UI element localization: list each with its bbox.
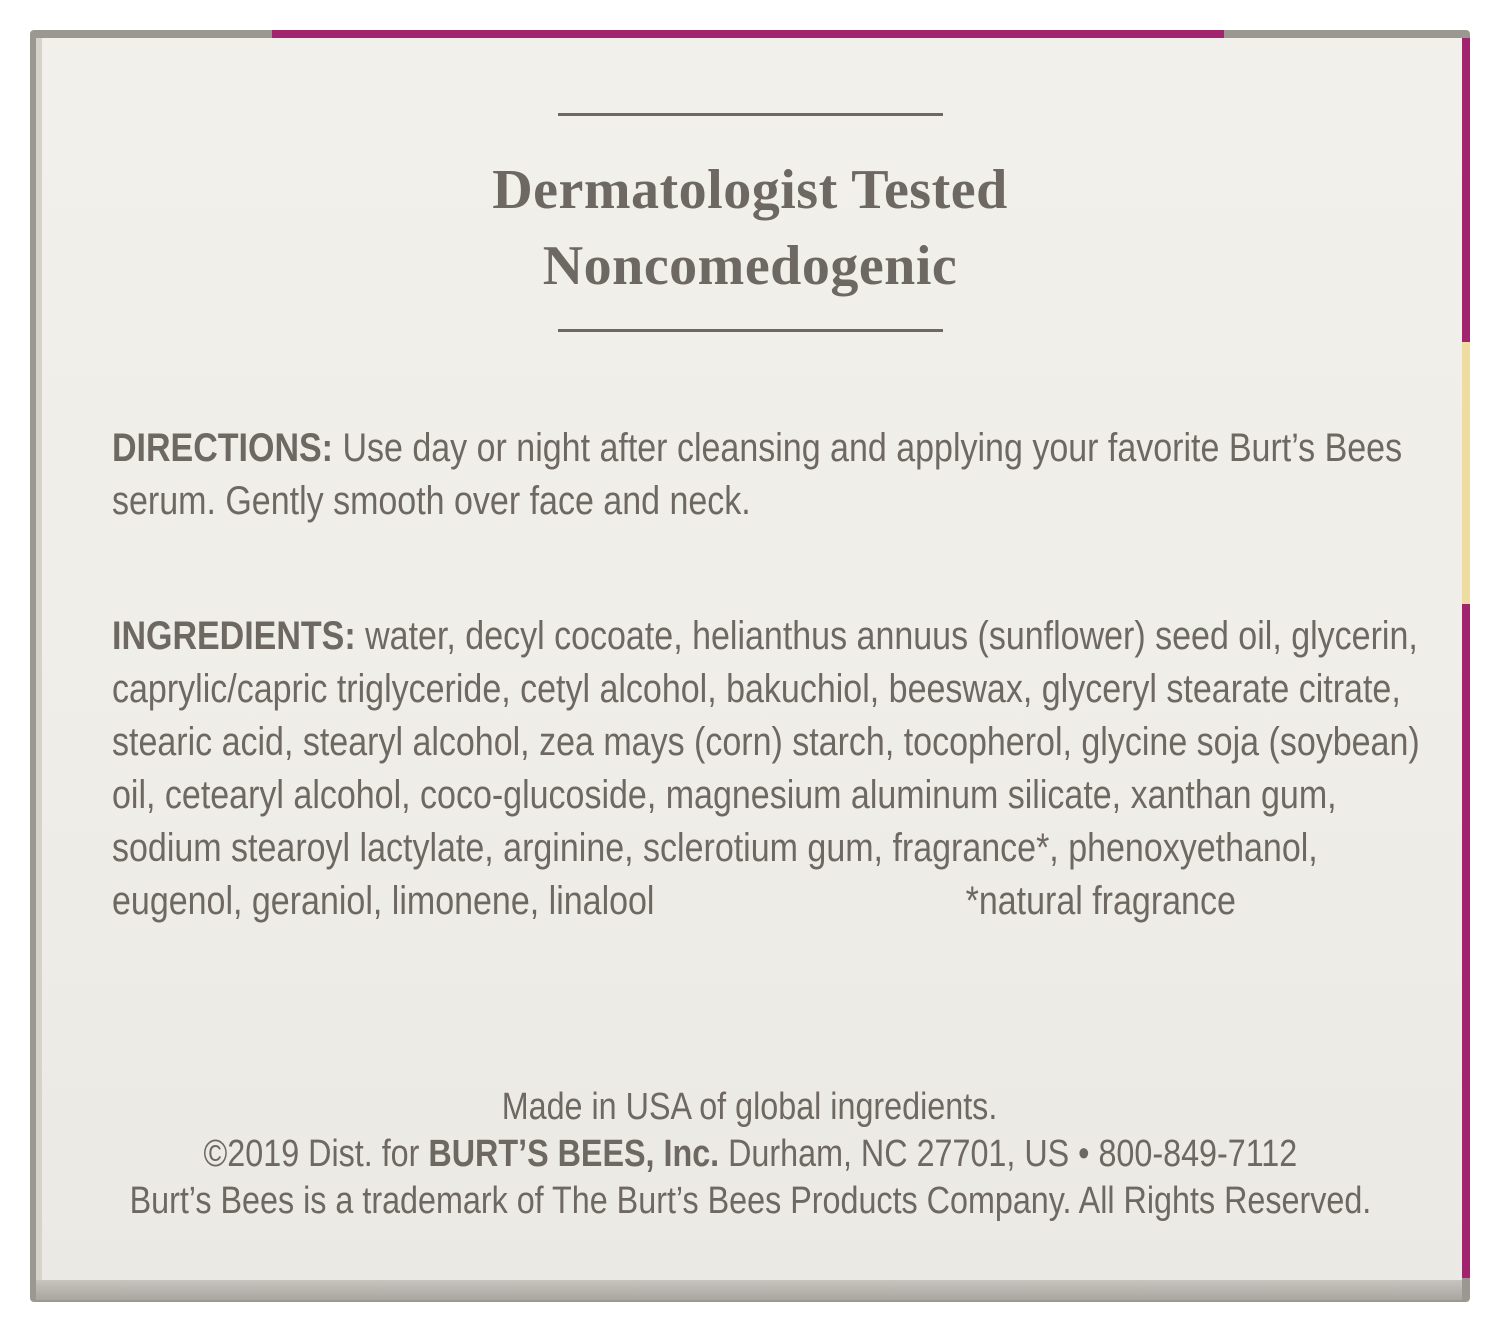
panel-bottom-edge	[36, 1278, 1462, 1300]
ingredients-line: caprylic/capric triglyceride, cetyl alcohol, bakuchiol, beeswax, glyceryl stearate citrate,	[112, 667, 1401, 711]
claim-dermatologist-tested: Dermatologist Tested	[492, 159, 1008, 221]
ingredients-text: eugenol, geraniol, limonene, linalool	[112, 879, 655, 923]
made-in-line: Made in USA of global ingredients.	[502, 1086, 998, 1128]
ingredients-section	[112, 610, 1420, 928]
directions-line	[112, 422, 1403, 475]
footer	[0, 1084, 1500, 1225]
ingredients-line: sodium stearoyl lactylate, arginine, sclerotium gum, fragrance*, phenoxyethanol,	[112, 826, 1318, 870]
top-divider	[558, 113, 943, 116]
natural-fragrance-note: *natural fragrance	[965, 879, 1236, 923]
claim-noncomedogenic: Noncomedogenic	[542, 235, 958, 297]
dist-prefix: ©2019 Dist. for	[203, 1133, 429, 1175]
ingredients-label: INGREDIENTS:	[112, 614, 356, 658]
ingredients-line	[112, 875, 1370, 928]
distribution-line	[0, 1131, 1500, 1178]
directions-text: Use day or night after cleansing and applying your favorite Burt’s Bees	[333, 426, 1403, 470]
ingredients-line: stearic acid, stearyl alcohol, zea mays (corn) starch, tocopherol, glycine soja (soybean)	[112, 720, 1420, 764]
directions-section	[112, 422, 1403, 528]
bottom-divider	[558, 329, 943, 332]
directions-line: serum. Gently smooth over face and neck.	[112, 479, 751, 523]
ingredients-line: oil, cetearyl alcohol, coco-glucoside, magnesium aluminum silicate, xanthan gum,	[112, 773, 1337, 817]
dist-suffix: Durham, NC 27701, US • 800-849-7112	[718, 1133, 1297, 1175]
ingredients-line	[112, 610, 1418, 663]
ingredients-text: water, decyl cocoate, helianthus annuus (sunflower) seed oil, glycerin,	[355, 614, 1418, 658]
directions-label: DIRECTIONS:	[112, 426, 333, 470]
trademark-line: Burt’s Bees is a trademark of The Burt’s Bees Products Company. All Rights Reserved.	[129, 1180, 1371, 1222]
product-claims	[300, 152, 1200, 304]
company-name: BURT’S BEES, Inc.	[428, 1133, 719, 1175]
